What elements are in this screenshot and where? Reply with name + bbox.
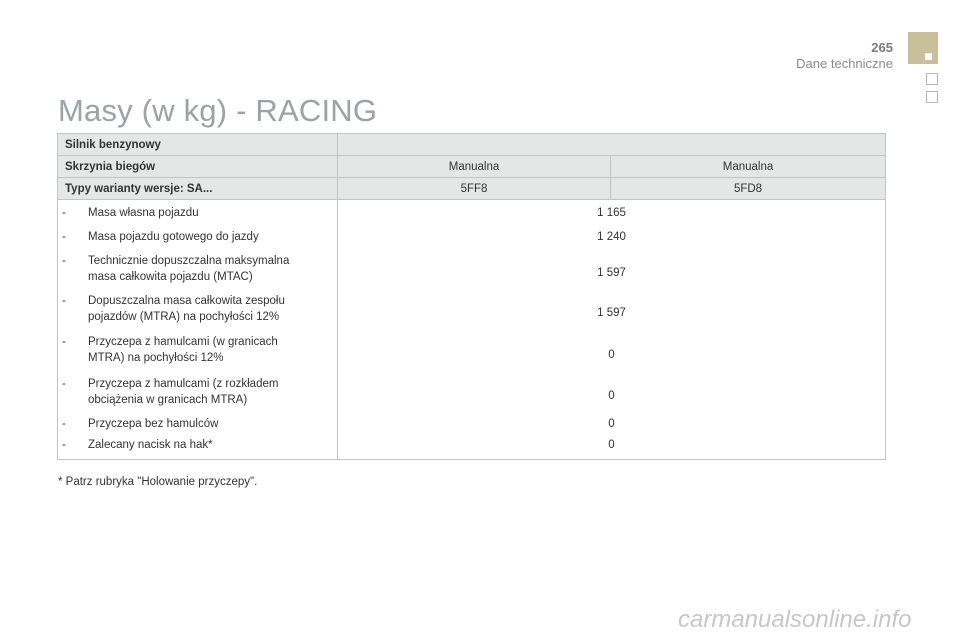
section-tab-active[interactable] <box>908 32 938 64</box>
item-value: 1 240 <box>597 231 626 243</box>
page-title: Masy (w kg) - RACING <box>58 93 378 128</box>
header-types-col2: 5FD8 <box>611 178 886 200</box>
header-types-label: Typy warianty wersje: SA... <box>58 178 338 200</box>
item-label-line: Technicznie dopuszczalna maksymalna <box>88 255 290 267</box>
list-item: - Przyczepa bez hamulców <box>62 418 219 430</box>
item-value: 0 <box>608 349 615 361</box>
item-label-line: masa całkowita pojazdu (MTAC) <box>88 271 253 283</box>
item-label: Masa pojazdu gotowego do jazdy <box>88 231 259 243</box>
header-gearbox-label: Skrzynia biegów <box>58 156 338 178</box>
list-item: - Dopuszczalna masa całkowita zespołu pojazdów (MTRA) na pochyłości 12% <box>62 293 333 334</box>
list-item: - Przyczepa z hamulcami (z rozkładem obciążenia w granicach MTRA) <box>62 376 333 416</box>
list-item: - Przyczepa z hamulcami (w granicach MTRA) na pochyłości 12% <box>62 334 333 376</box>
item-label: Przyczepa bez hamulców <box>88 418 219 430</box>
item-labels-cell <box>58 200 338 460</box>
list-item: - Technicznie dopuszczalna maksymalna masa całkowita pojazdu (MTAC) <box>62 253 333 293</box>
watermark: carmanualsonline.info <box>678 606 912 633</box>
list-item: - Zalecany nacisk na hak* <box>62 439 213 451</box>
item-label-line: obciążenia w granicach MTRA) <box>88 394 248 406</box>
section-tab-2[interactable] <box>926 73 938 85</box>
list-item: - Masa pojazdu gotowego do jazdy <box>62 231 259 243</box>
header-gearbox-col1: Manualna <box>338 156 611 178</box>
item-label-line: pojazdów (MTRA) na pochyłości 12% <box>88 311 280 323</box>
item-value: 1 165 <box>597 207 626 219</box>
item-value: 0 <box>608 418 615 430</box>
footnote: * Patrz rubryka "Holowanie przyczepy". <box>58 476 258 488</box>
item-value: 1 597 <box>597 267 626 279</box>
item-label: Zalecany nacisk na hak* <box>88 439 213 451</box>
header-engine-empty <box>338 134 886 156</box>
tab-marker-icon <box>925 53 932 60</box>
item-value: 0 <box>608 390 615 402</box>
item-label-line: Przyczepa z hamulcami (z rozkładem <box>88 378 279 390</box>
section-label: Dane techniczne <box>796 56 893 71</box>
header-types-col1: 5FF8 <box>338 178 611 200</box>
item-label-line: MTRA) na pochyłości 12% <box>88 352 224 364</box>
header-row-types <box>58 178 886 200</box>
header-engine-label: Silnik benzynowy <box>58 134 338 156</box>
header-row-gearbox <box>58 156 886 178</box>
item-values-cell <box>338 200 886 460</box>
item-label-line: Dopuszczalna masa całkowita zespołu <box>88 295 285 307</box>
item-label: Masa własna pojazdu <box>88 207 199 219</box>
section-tab-3[interactable] <box>926 91 938 103</box>
body-row <box>58 200 886 460</box>
mass-table <box>57 133 886 460</box>
header-gearbox-col2: Manualna <box>611 156 886 178</box>
page-number: 265 <box>871 40 893 55</box>
list-item: - Masa własna pojazdu <box>62 207 199 219</box>
header-row-engine <box>58 134 886 156</box>
item-value: 0 <box>608 439 615 451</box>
item-value: 1 597 <box>597 307 626 319</box>
item-label-line: Przyczepa z hamulcami (w granicach <box>88 336 278 348</box>
